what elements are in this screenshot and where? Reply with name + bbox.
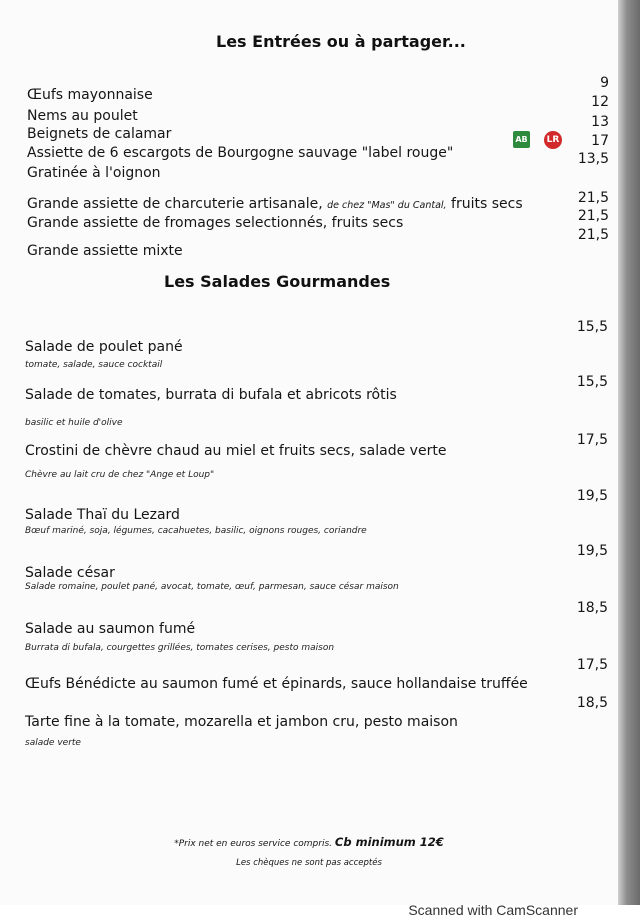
salade-name: Salade Thaï du Lezard [25, 507, 180, 523]
salade-price: 18,5 [576, 600, 608, 616]
item-price: 12 [591, 94, 609, 110]
item-name: Œufs mayonnaise [27, 87, 153, 103]
camscanner-watermark: Scanned with CamScanner [408, 902, 578, 918]
item-price: 9 [600, 75, 609, 91]
item-price: 13,5 [577, 151, 609, 167]
item-extra: fruits secs [451, 196, 523, 212]
item-name: Nems au poulet [27, 108, 138, 124]
salade-name: Tarte fine à la tomate, mozarella et jambon cru, pesto maison [25, 714, 458, 730]
item-detail: de chez "Mas" du Cantal, [327, 200, 447, 211]
prix-net-note: *Prix net en euros service compris. [174, 839, 333, 849]
salade-price: 19,5 [576, 543, 608, 559]
item-price: 17 [591, 133, 609, 149]
entrees-title: Les Entrées ou à partager... [216, 32, 466, 51]
salade-desc: basilic et huile d'olive [25, 418, 123, 428]
page-edge-shadow [618, 0, 640, 905]
salade-desc: Salade romaine, poulet pané, avocat, tomate, œuf, parmesan, sauce césar maison [25, 582, 399, 592]
salade-price: 15,5 [576, 319, 608, 335]
item-name: Gratinée à l'oignon [27, 165, 161, 181]
salade-desc: Bœuf mariné, soja, légumes, cacahuetes, basilic, oignons rouges, coriandre [25, 526, 367, 536]
quality-labels [513, 131, 565, 151]
cb-minimum-note: Cb minimum 12€ [334, 835, 444, 849]
cheques-note: Les chèques ne sont pas acceptés [236, 858, 382, 868]
salade-name: Crostini de chèvre chaud au miel et fruits secs, salade verte [25, 443, 447, 459]
label-rouge-icon: LR [544, 131, 562, 149]
agriculture-biologique-icon: AB [513, 131, 530, 148]
salade-name: Salade au saumon fumé [25, 621, 196, 637]
item-price: 21,5 [577, 190, 609, 206]
item-name: Grande assiette mixte [27, 243, 183, 259]
salade-name: Salade césar [25, 565, 115, 581]
salade-desc: tomate, salade, sauce cocktail [25, 360, 163, 370]
item-name: Assiette de 6 escargots de Bourgogne sauvage "label rouge" [27, 145, 454, 161]
item-name: Beignets de calamar [27, 126, 172, 142]
item-price: 21,5 [577, 227, 609, 243]
item-name: Grande assiette de fromages selectionnés, fruits secs [27, 215, 404, 231]
salade-price: 19,5 [576, 488, 608, 504]
list-item [0, 165, 615, 187]
salade-price: 17,5 [576, 657, 608, 673]
salade-name: Salade de tomates, burrata di bufala et abricots rôtis [25, 387, 397, 403]
salade-desc: salade verte [25, 738, 81, 748]
salade-name: Salade de poulet pané [25, 339, 183, 355]
item-name-main: Grande assiette de charcuterie artisanale, [27, 196, 323, 212]
salades-title: Les Salades Gourmandes [164, 272, 391, 291]
salade-desc: Chèvre au lait cru de chez "Ange et Loup" [25, 470, 215, 480]
salade-desc: Burrata di bufala, courgettes grillées, tomates cerises, pesto maison [25, 643, 335, 653]
salade-price: 15,5 [576, 374, 608, 390]
salade-name: Œufs Bénédicte au saumon fumé et épinards, sauce hollandaise truffée [25, 676, 528, 692]
salade-price: 17,5 [576, 432, 608, 448]
item-price: 21,5 [577, 208, 609, 224]
list-item [0, 243, 615, 265]
salade-price: 18,5 [576, 695, 608, 711]
price-note [0, 835, 618, 849]
item-price: 13 [591, 114, 609, 130]
